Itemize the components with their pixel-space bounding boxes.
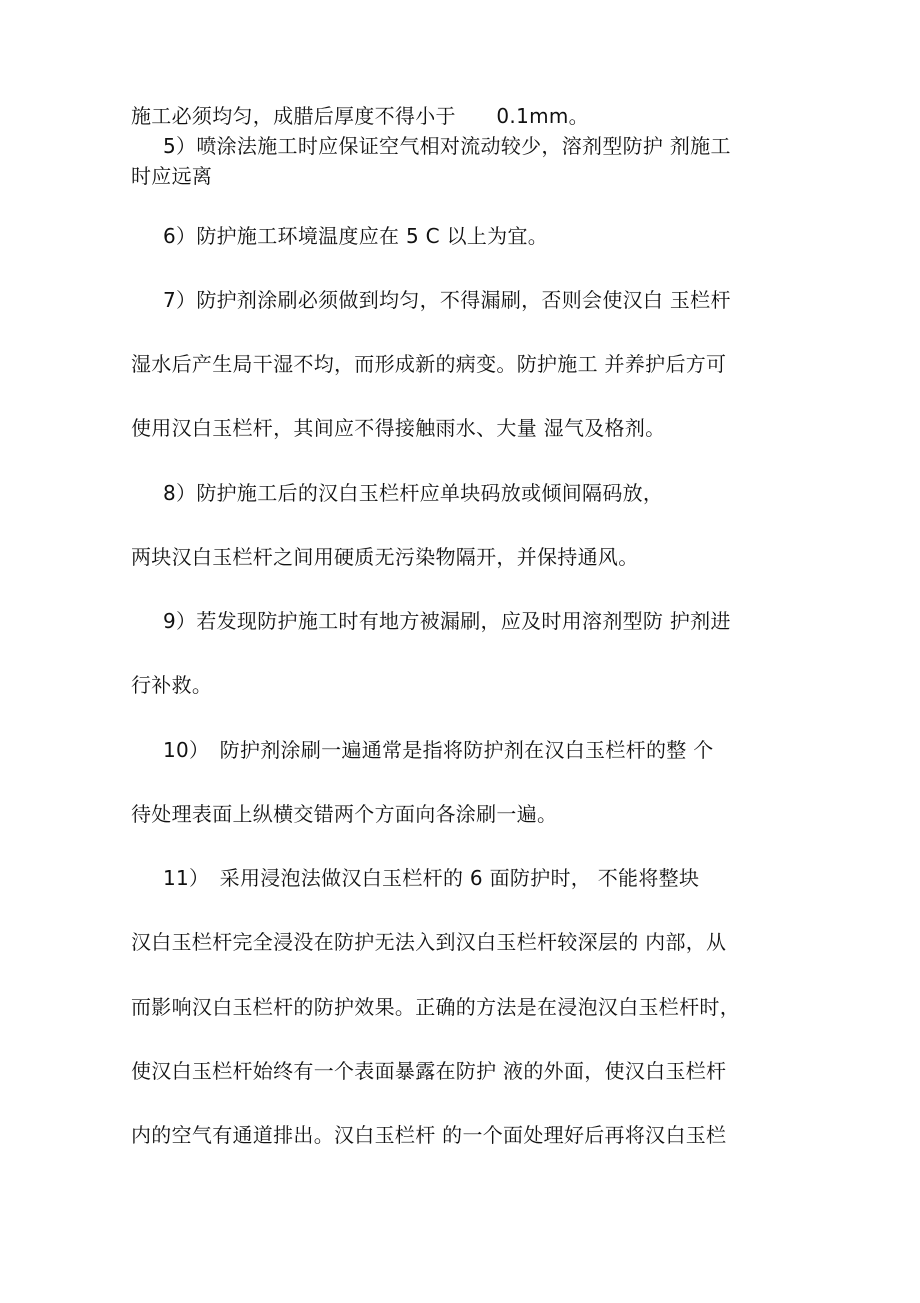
text-line-1: 施工必须均匀，成腊后厚度不得小于 0.1mm。 xyxy=(131,104,589,128)
text-line-14: 11） 采用浸泡法做汉白玉栏杆的 6 面防护时， 不能将整块 xyxy=(163,866,700,890)
text-line-10: 9）若发现防护施工时有地方被漏刷，应及时用溶剂型防 护剂进 xyxy=(163,609,731,633)
text-line-4: 6）防护施工环境温度应在 5 C 以上为宜。 xyxy=(163,224,549,248)
text-line-9: 两块汉白玉栏杆之间用硬质无污染物隔开，并保持通风。 xyxy=(131,545,639,569)
text-line-11: 行补救。 xyxy=(131,673,213,697)
text-line-15: 汉白玉栏杆完全浸没在防护无法入到汉白玉栏杆较深层的 内部，从 xyxy=(131,930,727,954)
text-line-12: 10） 防护剂涂刷一遍通常是指将防护剂在汉白玉栏杆的整 个 xyxy=(163,738,714,762)
text-line-17: 使汉白玉栏杆始终有一个表面暴露在防护 液的外面，使汉白玉栏杆 xyxy=(131,1059,727,1083)
text-line-13: 待处理表面上纵横交错两个方面向各涂刷一遍。 xyxy=(131,802,558,826)
text-line-2: 5）喷涂法施工时应保证空气相对流动较少，溶剂型防护 剂施工 xyxy=(163,134,731,158)
text-line-6: 湿水后产生局干湿不均，而形成新的病变。防护施工 并养护后方可 xyxy=(131,352,727,376)
text-line-8: 8）防护施工后的汉白玉栏杆应单块码放或倾间隔码放， xyxy=(163,481,664,505)
text-line-5: 7）防护剂涂刷必须做到均匀，不得漏刷，否则会使汉白 玉栏杆 xyxy=(163,288,731,312)
text-line-3: 时应远离 xyxy=(131,164,213,188)
text-line-7: 使用汉白玉栏杆，其间应不得接触雨水、大量 湿气及格剂。 xyxy=(131,416,666,440)
text-line-16: 而影响汉白玉栏杆的防护效果。正确的方法是在浸泡汉白玉栏杆时， xyxy=(131,995,740,1019)
text-line-18: 内的空气有通道排出。汉白玉栏杆 的一个面处理好后再将汉白玉栏 xyxy=(131,1123,727,1147)
